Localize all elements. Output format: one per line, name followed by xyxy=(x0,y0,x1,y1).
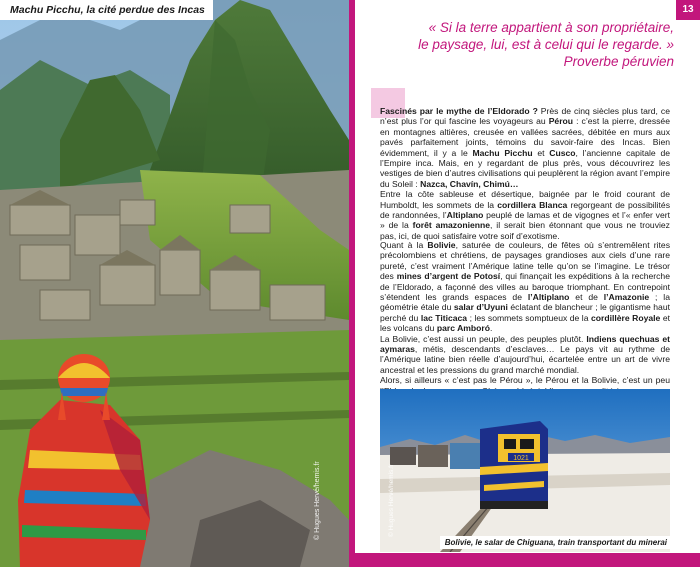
text-run: ; les sommets somptueux de la xyxy=(467,312,591,323)
text-run: Indiens quechuas et aymaras xyxy=(380,333,670,355)
locomotive xyxy=(480,421,548,509)
text-run: . xyxy=(490,323,493,334)
text-run: regorgeant de possibilités de randonnées, l’ xyxy=(380,199,670,221)
text-run: Fascinés par le mythe de l’Eldorado ? xyxy=(380,106,538,116)
text-run: et de xyxy=(569,292,604,303)
text-run: Pérou xyxy=(548,116,574,127)
paragraph-peru-intro xyxy=(380,106,670,189)
text-run: salar d’Uyuni xyxy=(453,302,508,313)
intro-text-block xyxy=(380,106,670,241)
text-run: , métis, descendants d’esclaves… Le pays vit au rythme de l’Amérique latine bien réelle d’aujourd’hui, écartelée entre un art de vivre ancestral et les pressions du grand marché mondial. xyxy=(380,344,670,375)
text-run: , l’ancienne capitale de l’Empire inca. Mais, en y regardant de plus près, vous découvrirez les vestiges de bien d’autres civilisations qui peuplèrent la région avant l’empire du Soleil : xyxy=(380,147,671,189)
left-photo-page xyxy=(0,0,349,567)
text-run: Cusco xyxy=(549,147,576,158)
text-run: parc Amboró xyxy=(436,323,491,334)
text-run: forêt amazonienne xyxy=(412,220,491,231)
text-run: La Bolivie, c’est aussi un peuple, des peuples plutôt. xyxy=(380,333,587,344)
text-run: Altiplano xyxy=(446,210,484,221)
page-spine xyxy=(349,0,355,567)
text-run: lac Titicaca xyxy=(420,312,468,323)
text-run: cordillera Blanca xyxy=(497,199,568,210)
quote-line-1: « Si la terre appartient à son propriétaire, xyxy=(428,20,674,35)
paragraph-bolivia xyxy=(380,240,670,334)
machu-picchu-photo xyxy=(0,0,349,567)
text-run: l’Amazonie xyxy=(603,292,650,303)
text-run: éclatant de blancheur ; le gigantisme haut perché du xyxy=(380,302,670,323)
text-run: Entre la côte sableuse et désertique, baignée par le froid courant de Humboldt, les sommets de la xyxy=(380,189,670,210)
bottom-accent-bar xyxy=(355,553,700,567)
text-run: Bolivie xyxy=(427,240,456,250)
text-run: cordillère Royale xyxy=(590,312,661,323)
page-number: 13 xyxy=(676,0,700,20)
quote-line-2: le paysage, lui, est à celui qui le regarde. » xyxy=(418,37,674,52)
text-run: Quant à la xyxy=(380,240,428,250)
text-run: peuplé de lamas et de vigognes et l’« enfer vert » de la xyxy=(380,210,670,231)
right-photo-caption: Bolivie, le salar de Chiguana, train transportant du minerai xyxy=(440,536,670,549)
paragraph-bolivia-people xyxy=(380,334,670,376)
text-run: Alors, si ailleurs « c’est pas le Pérou », le Pérou et la Bolivie, c’est un peu xyxy=(380,375,670,386)
paragraph-peru-landscapes xyxy=(380,189,670,241)
text-run: Nazca, Chavín, Chimú… xyxy=(420,178,519,189)
text-run: et les volcans du xyxy=(380,312,670,334)
text-run: : c’est la pierre, dressée en montagnes altières, creusée en vallées sacrées, débitée en murs aux pavés parfaitement joints, témoins du savoir-faire des Incas. Bien évidemment, il y a le xyxy=(380,116,670,158)
text-run: Près de cinq siècles plus tard, ce n’est plus l’or qui fascine les voyageurs au xyxy=(380,106,670,127)
text-run: , qui finançait les expéditions à la recherche de l’Eldorado, a façonné des villes au baroque triomphant. En contrepoint s’étendent les grands espaces de xyxy=(380,271,670,303)
salar-train-photo-frame xyxy=(380,389,670,552)
right-photo-credit: © Hugues Hervé/hemis.fr xyxy=(388,463,395,537)
text-run: mines d’argent de Potosí xyxy=(396,271,501,282)
text-run: ; la géométrie étale du xyxy=(380,292,670,313)
text-run: l’Altiplano xyxy=(527,292,570,303)
bolivia-text-block xyxy=(380,240,670,396)
text-run: , il serait bien étonnant que vous ne trouviez pas, ici, de quoi satisfaire votre soif d’exotisme. xyxy=(380,220,670,241)
salar-train-photo xyxy=(380,389,670,552)
quote-source: Proverbe péruvien xyxy=(563,54,674,69)
locomotive-number: 1021 xyxy=(513,455,529,462)
text-run: Machu Picchu xyxy=(472,147,533,158)
left-photo-credit: © Hugues Hervé/hemis.fr xyxy=(314,461,321,540)
left-photo-caption: Machu Picchu, la cité perdue des Incas xyxy=(0,0,213,20)
text-run: et xyxy=(532,147,550,158)
text-run: , saturée de couleurs, de fêtes où s’entremêlent rites précolombiens et chrétiens, de paysages grandioses aux ciels d’une rare pureté, c’est vraiment l’Amérique latine telle qu’on se l’imagine. Le trésor des xyxy=(380,240,670,282)
